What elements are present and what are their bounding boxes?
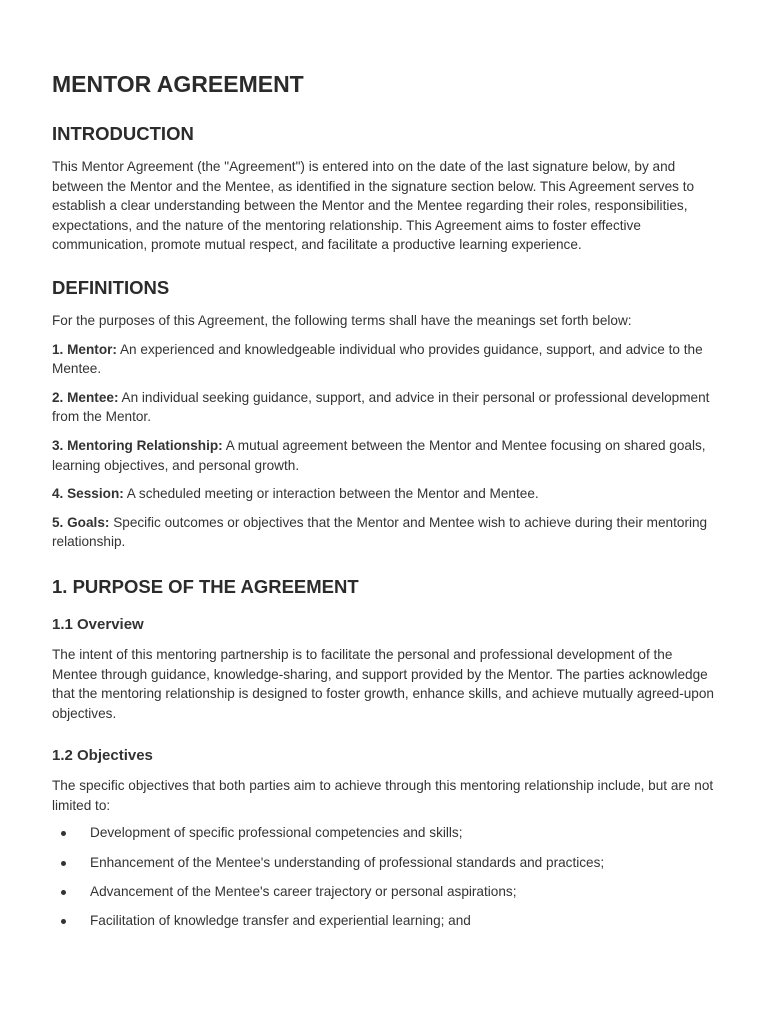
definition-item <box>52 436 720 475</box>
purpose-heading: 1. PURPOSE OF THE AGREEMENT <box>52 575 359 597</box>
bullet-icon <box>61 890 66 895</box>
definition-text: A scheduled meeting or interaction between the Mentor and Mentee. <box>123 486 539 502</box>
bullet-icon <box>61 831 66 836</box>
definition-term: 2. Mentee: <box>52 389 119 405</box>
list-item-text: Facilitation of knowledge transfer and experiential learning; and <box>90 913 471 929</box>
definition-term: 4. Session: <box>52 486 124 502</box>
objectives-list <box>52 823 720 930</box>
objectives-text: The specific objectives that both parties aim to achieve through this mentoring relationship include, but are not limited to: <box>52 778 714 813</box>
list-item <box>52 882 720 902</box>
definition-text: Specific outcomes or objectives that the Mentor and Mentee wish to achieve during their mentoring relationship. <box>52 514 708 550</box>
definition-term: 1. Mentor: <box>52 341 117 357</box>
definition-text: An experienced and knowledgeable individual who provides guidance, support, and advice to the Mentee. <box>52 341 703 377</box>
definition-term: 3. Mentoring Relationship: <box>52 437 223 453</box>
definitions-lead: For the purposes of this Agreement, the following terms shall have the meanings set forth below: <box>52 312 632 328</box>
list-item-text: Enhancement of the Mentee's understanding of professional standards and practices; <box>90 854 605 870</box>
list-item <box>52 853 720 873</box>
overview-text: The intent of this mentoring partnership is to facilitate the personal and professional development of the Mentee through guidance, knowledge-sharing, and support provided by the Mentor. The parties acknowledge that the mentoring relationship is designed to foster growth, enhance skills, and achieve mutually agreed-upon objectives. <box>52 646 714 721</box>
introduction-text: This Mentor Agreement (the "Agreement") is entered into on the date of the last signature below, by and between the Mentor and the Mentee, as identified in the signature section below. This Agreement serves to establish a clear understanding between the Mentor and the Mentee regarding their roles, responsibilities, expectations, and the nature of the mentoring relationship. This Agreement aims to foster effective communication, promote mutual respect, and facilitate a productive learning experience. <box>52 159 695 253</box>
document-title: MENTOR AGREEMENT <box>52 71 304 97</box>
list-item-text: Advancement of the Mentee's career trajectory or personal aspirations; <box>90 883 517 899</box>
document-page <box>52 68 720 940</box>
list-item <box>52 911 720 931</box>
definition-item <box>52 340 720 379</box>
definitions-heading: DEFINITIONS <box>52 276 170 298</box>
definition-item <box>52 513 720 552</box>
overview-heading: 1.1 Overview <box>52 615 144 633</box>
list-item-text: Development of specific professional competencies and skills; <box>90 825 463 841</box>
definition-term: 5. Goals: <box>52 514 110 530</box>
definition-item <box>52 388 720 427</box>
bullet-icon <box>61 861 66 866</box>
definition-item <box>52 484 720 504</box>
bullet-icon <box>61 919 66 924</box>
objectives-heading: 1.2 Objectives <box>52 747 153 765</box>
definition-text: An individual seeking guidance, support, and advice in their personal or professional development from the Mentor. <box>52 389 710 425</box>
list-item <box>52 823 720 843</box>
introduction-heading: INTRODUCTION <box>52 123 194 144</box>
definition-text: A mutual agreement between the Mentor and Mentee focusing on shared goals, learning objectives, and personal growth. <box>52 437 706 473</box>
